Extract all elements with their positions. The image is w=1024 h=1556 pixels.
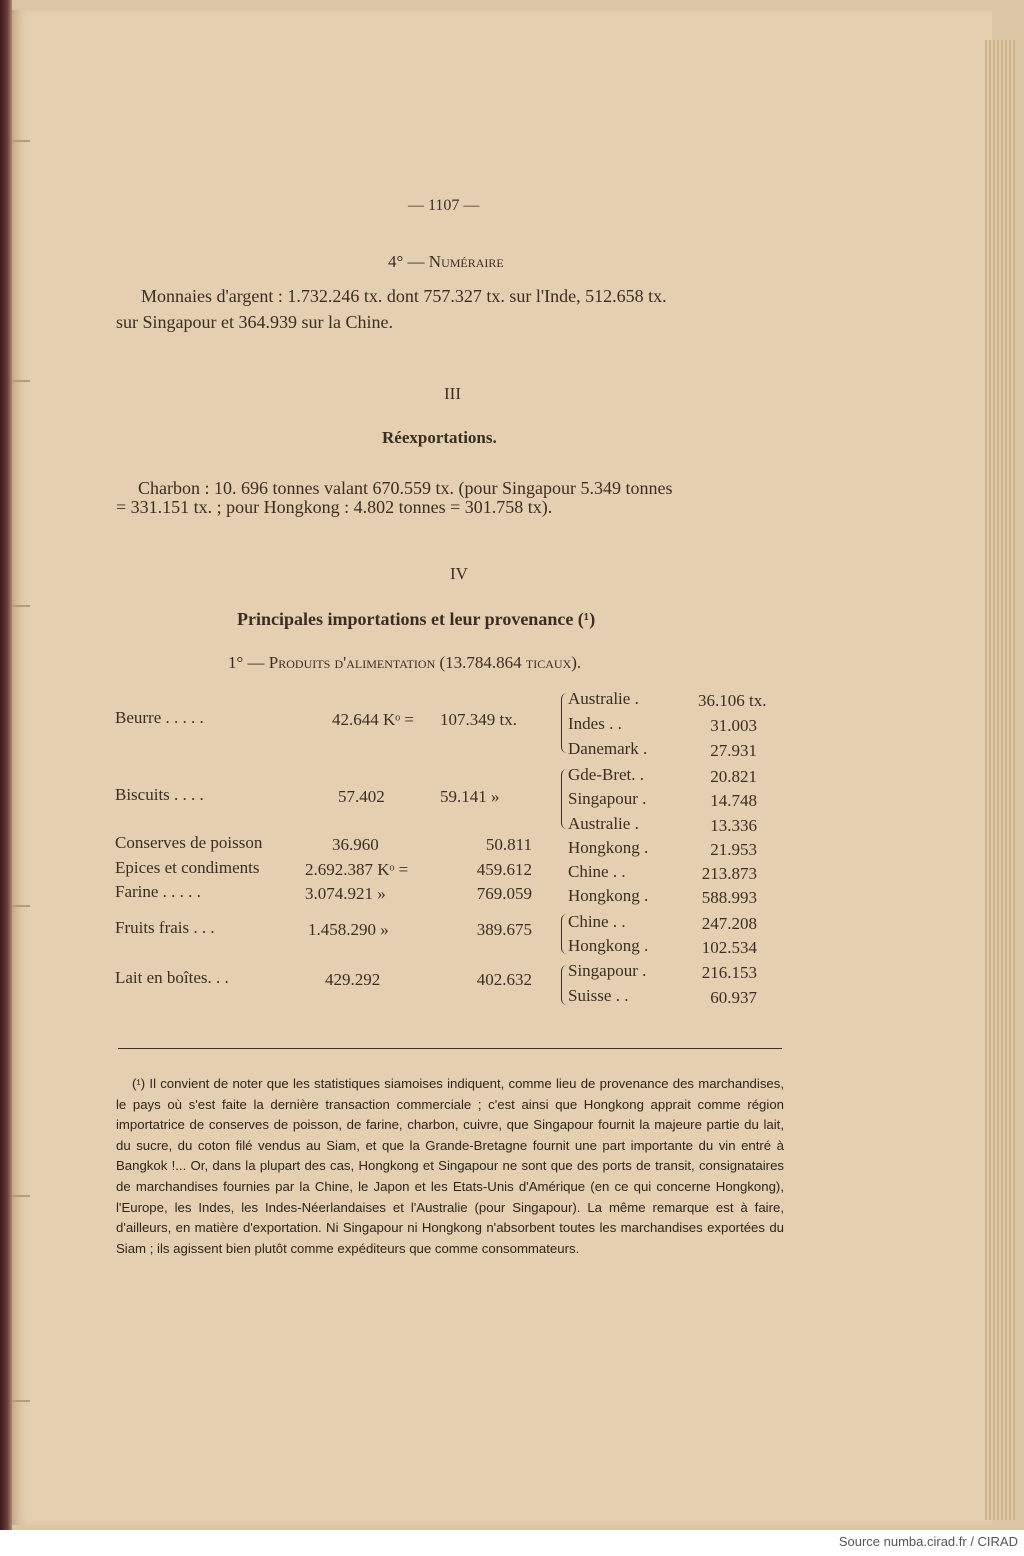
- numeraire-line-1: Monnaies d'argent : 1.732.246 tx. dont 757.327 tx. sur l'Inde, 512.658 tx.: [141, 286, 667, 306]
- product-quantity: 42.644 Kᵒ =: [332, 710, 415, 729]
- origin-value: 102.534: [701, 938, 757, 957]
- product-value: 459.612: [476, 860, 532, 879]
- origin-country: Indes . .: [568, 714, 622, 733]
- product-quantity: 2.692.387 Kᵒ =: [305, 860, 409, 879]
- product-name: Lait en boîtes. . .: [115, 968, 229, 987]
- product-value: 402.632: [476, 970, 532, 989]
- origin-country: Singapour .: [568, 789, 647, 808]
- origin-value: 60.937: [710, 988, 757, 1007]
- origin-value: 213.873: [701, 864, 757, 883]
- source-credit: Source numba.cirad.fr / CIRAD: [838, 1534, 1018, 1549]
- origin-country: Chine . .: [568, 912, 626, 931]
- reexport-line-2: = 331.151 tx. ; pour Hongkong : 4.802 tonnes = 301.758 tx).: [116, 497, 553, 517]
- origin-value: 21.953: [710, 840, 757, 859]
- product-value: 107.349 tx.: [440, 710, 517, 729]
- product-value: 50.811: [485, 835, 532, 854]
- origin-country: Gde-Bret. .: [568, 765, 645, 784]
- origin-country: Australie .: [568, 689, 639, 708]
- product-quantity: 3.074.921 »: [305, 884, 386, 903]
- product-value: 389.675: [476, 920, 532, 939]
- product-quantity: 1.458.290 »: [308, 920, 389, 939]
- brace-icon: [561, 965, 567, 1005]
- origin-value: 14.748: [710, 791, 757, 810]
- product-name: Beurre . . . . .: [115, 708, 204, 727]
- page-edges: [985, 40, 1015, 1520]
- origin-value: 216.153: [701, 963, 757, 982]
- part-numeral-iv: IV: [450, 564, 468, 583]
- brace-icon: [561, 693, 567, 753]
- origin-country: Australie .: [568, 814, 639, 833]
- part-title-reexportations: Réexportations.: [382, 428, 497, 447]
- part-numeral-iii: III: [444, 384, 461, 403]
- product-value: 59.141 »: [440, 787, 500, 806]
- page-number: — 1107 —: [408, 197, 480, 214]
- origin-value: 588.993: [701, 888, 757, 907]
- stitch-mark: [12, 1195, 30, 1197]
- origin-value: 27.931: [710, 741, 757, 760]
- footnote: (¹) Il convient de noter que les statistiques siamoises indiquent, comme lieu de provenance des marchandises, le pays où s'est faite la dernière transaction commerciale ; c'est ainsi que Hongkong apprait comme région importatrice de conserves de poisson, de farine, charbon, cuivre, que Singapour fournit la majeure partie du lait, du sucre, du coton filé vendus au Siam, et que la Grande-Bretagne fournit une part importante du vin entré à Bangkok !... Or, dans la plupart des cas, Hongkong et Singapour ne sont que des ports de transit, consignataires de marchandises fournies par la Chine, le Japon et les Etats-Unis d'Amérique (en ce qui concerne Hongkong), l'Europe, les Indes, les Indes-Néerlandaises et l'Australie (pour Singapour). La même remarque est à faire, d'ailleurs, en matière d'exportation. Ni Singapour ni Hongkong n'absorbent toutes les marchandises exportées du Siam ; ils agissent bien plutôt comme expéditeurs que comme consommateurs.: [116, 1076, 784, 1256]
- product-name: Biscuits . . . .: [115, 785, 204, 804]
- product-name: Conserves de poisson: [115, 833, 263, 852]
- origin-country: Singapour .: [568, 961, 647, 980]
- product-value: 769.059: [476, 884, 532, 903]
- part-title-importations: Principales importations et leur provenance (¹): [237, 609, 596, 629]
- product-quantity: 36.960: [332, 835, 379, 854]
- origin-country: Suisse . .: [568, 986, 629, 1005]
- origin-value: 31.003: [710, 716, 757, 735]
- origin-country: Hongkong .: [568, 886, 649, 905]
- paper-page: [12, 10, 992, 1525]
- book-binding: [0, 0, 12, 1530]
- subsection-alimentation: 1° — Produits d'alimentation (13.784.864 ticaux).: [228, 653, 582, 672]
- product-name: Epices et condiments: [115, 858, 260, 877]
- stitch-mark: [12, 140, 30, 142]
- product-name: Farine . . . . .: [115, 882, 201, 901]
- stitch-mark: [12, 1400, 30, 1402]
- stitch-mark: [12, 905, 30, 907]
- section-heading-numeraire: 4° — Numéraire: [388, 252, 504, 271]
- brace-icon: [561, 914, 567, 954]
- origin-value: 20.821: [710, 767, 757, 786]
- origin-country: Chine . .: [568, 862, 626, 881]
- origin-country: Danemark .: [568, 739, 648, 758]
- origin-country: Hongkong .: [568, 936, 649, 955]
- product-quantity: 429.292: [325, 970, 381, 989]
- origin-value: 13.336: [710, 816, 757, 835]
- origin-value: 247.208: [701, 914, 757, 933]
- stitch-mark: [12, 380, 30, 382]
- numeraire-line-2: sur Singapour et 364.939 sur la Chine.: [116, 312, 393, 332]
- origin-value: 36.106 tx.: [698, 691, 767, 710]
- product-quantity: 57.402: [338, 787, 385, 806]
- stitch-mark: [12, 605, 30, 607]
- brace-icon: [561, 769, 567, 829]
- origin-country: Hongkong .: [568, 838, 649, 857]
- footnote-divider: [118, 1048, 782, 1049]
- reexport-line-1: Charbon : 10. 696 tonnes valant 670.559 tx. (pour Singapour 5.349 tonnes: [138, 478, 673, 498]
- product-name: Fruits frais . . .: [115, 918, 215, 937]
